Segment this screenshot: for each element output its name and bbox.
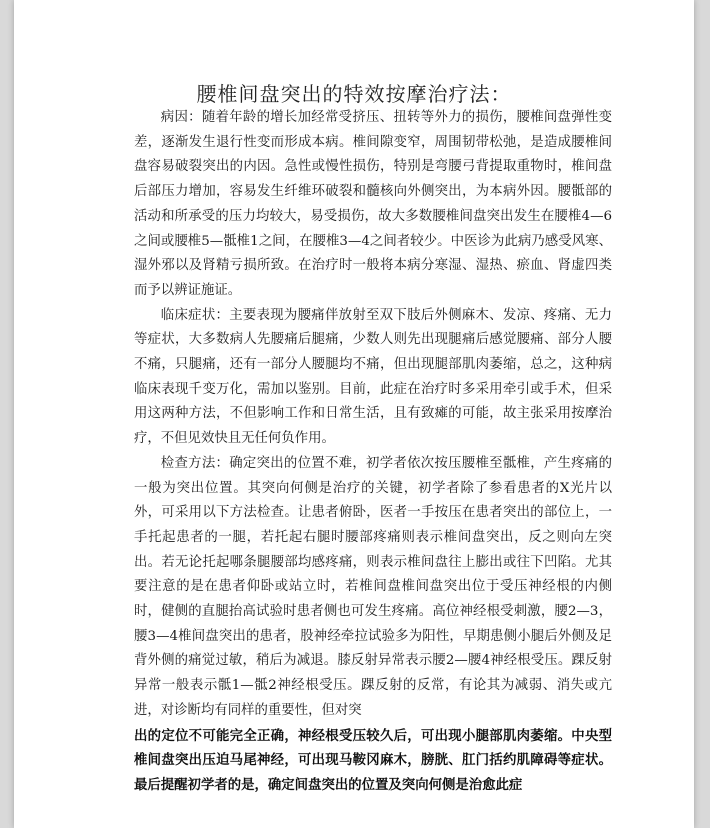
paragraph-cause: 病因：随着年龄的增长加经常受挤压、扭转等外力的损伤，腰椎间盘弹性变差，逐渐发生退行性变而形成本病。椎间隙变窄，周围韧带松弛，是造成腰椎间盘容易破裂突出的内因。急性或慢性损伤，特别是弯腰弓背提取重物时，椎间盘后部压力增加，容易发生纤维环破裂和髓核向外侧突出，为本病外因。腰骶部的活动和所承受的压力均较大，易受损伤，故大多数腰椎间盘突出发生在腰椎4—6之间或腰椎5—骶椎1之间，在腰椎3—4之间者较少。中医诊为此病乃感受风寒、湿外邪以及肾精亏损所致。在治疗时一般将本病分寒湿、湿热、瘀血、肾虚四类而予以辨证施证。 bbox=[134, 110, 612, 298]
paragraph-symptoms: 临床症状：主要表现为腰痛伴放射至双下肢后外侧麻木、发凉、疼痛、无力等症状，大多数病人先腰痛后腿痛，少数人则先出现腿痛后感觉腰痛、部分人腰不痛，只腿痛，还有一部分人腰腿均不痛，但出现腿部肌肉萎缩，总之，这种病临床表现千变万化，需加以鉴别。目前，此症在治疗时多采用牵引或手术，但采用这两种方法，不但影响工作和日常生活，且有致瘫的可能，故主张采用按摩治疗，不但见效快且无任何负作用。 bbox=[134, 307, 612, 447]
document-body bbox=[134, 106, 612, 798]
paragraph-examination: 检查方法：确定突出的位置不难，初学者依次按压腰椎至骶椎，产生疼痛的一般为突出位置。其突向何侧是治疗的关键，初学者除了参看患者的X光片以外，可采用以下方法检查。让患者俯卧，医者一手按压在患者突出的部位上，一手托起患者的一腿，若托起右腿时腰部疼痛则表示椎间盘突出，反之则向左突出。若无论托起哪条腿腰部均感疼痛，则表示椎间盘往上膨出或往下凹陷。尤其要注意的是在患者仰卧或站立时，若椎间盘椎间盘突出位于受压神经根的内侧时，健侧的直腿抬高试验时患者侧也可发生疼痛。高位神经根受刺激，腰2—3，腰3—4椎间盘突出的患者，股神经牵拉试验多为阳性，早期患侧小腿后外侧及足背外侧的痛觉过敏，稍后为减退。膝反射异常表示腰2—腰4神经根受压。踝反射异常一般表示骶1—骶2神经根受压。踝反射的反常，有论其为减弱、消失或亢进，对诊断均有同样的重要性，但对突 bbox=[134, 455, 612, 718]
paragraph-bold-continuation: 出的定位不可能完全正确，神经根受压较久后，可出现小腿部肌肉萎缩。中央型椎间盘突出压迫马尾神经，可出现马鞍冈麻木，膀胱、肛门括约肌障碍等症状。最后提醒初学者的是，确定间盘突出的位置及突向何侧是治愈此症 bbox=[134, 727, 612, 793]
document-title: 腰椎间盘突出的特效按摩治疗法： bbox=[196, 82, 512, 106]
document-page bbox=[14, 0, 694, 828]
